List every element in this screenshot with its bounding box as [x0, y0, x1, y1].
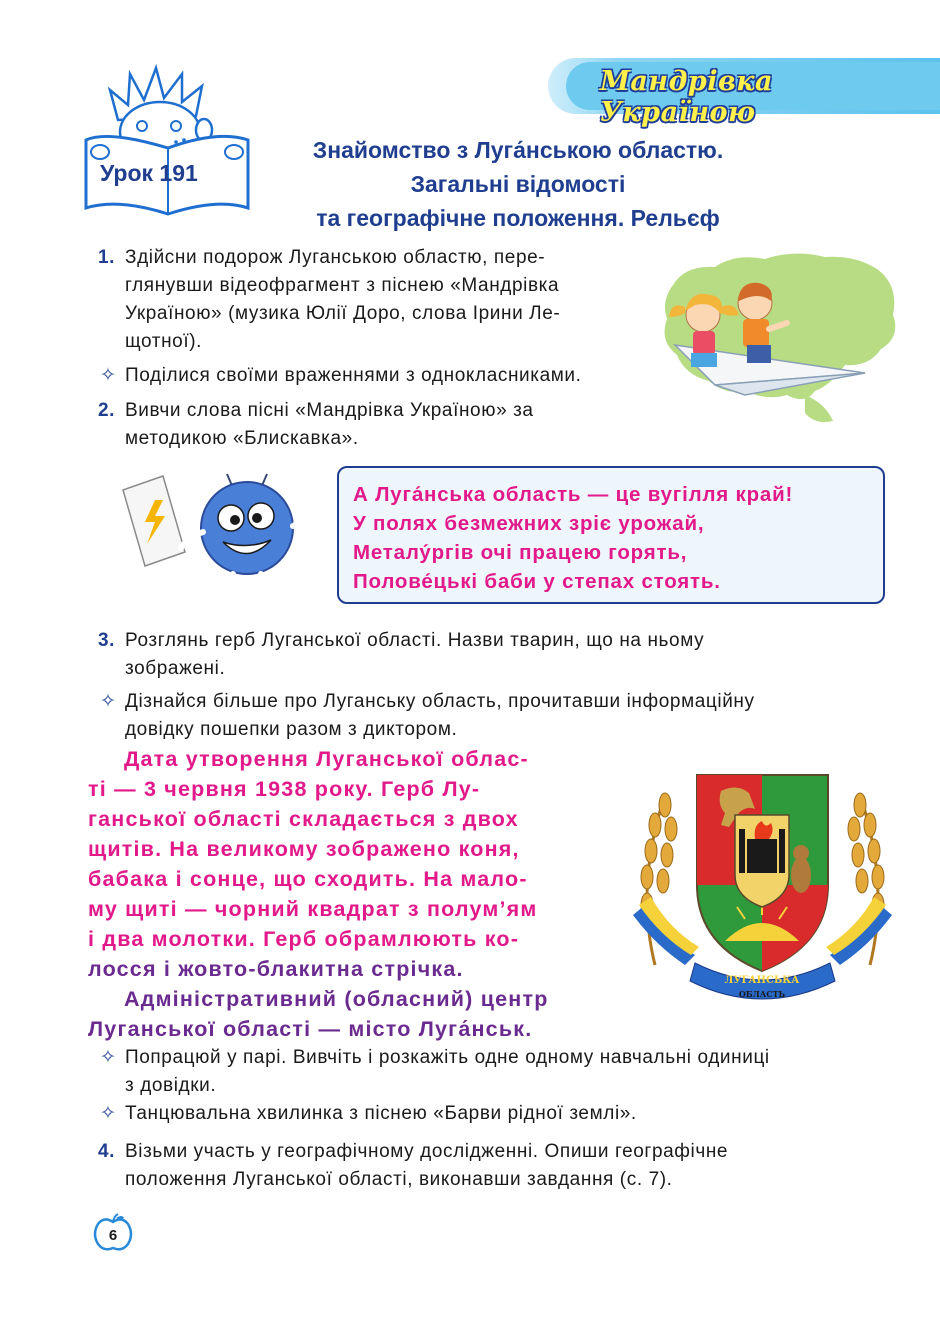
task-4: [98, 1138, 888, 1194]
subtask-learn-more-line: Дізнайся більше про Луганську область, прочитавши інформаційну: [125, 691, 755, 712]
lightning-mascot-illustration: [115, 470, 320, 610]
star-bullet-icon: ✧: [100, 1047, 117, 1068]
subtask-pairs-line: Попрацюй у парі. Вивчіть і розкажіть одне одному навчальні одиниці: [125, 1047, 770, 1068]
info-line: Адміністративний (обласний) центр: [124, 987, 549, 1011]
title-line-1: Знайомство з Луга́нською областю.: [312, 137, 724, 163]
coat-ribbon-text: ЛУГАНСЬКА: [724, 975, 800, 986]
info-line: лосся і жовто-блакитна стрічка.: [88, 957, 464, 981]
info-line: щитів. На великому зображено коня,: [88, 837, 520, 861]
subtask-learn-more-line: довідку пошепки разом з диктором.: [125, 719, 458, 740]
task-1-number: 1.: [98, 247, 116, 268]
subtask-dance-text: Танцювальна хвилинка з піснею «Барви рідної землі».: [125, 1103, 637, 1124]
task-1-line: щотної).: [125, 331, 203, 352]
poem-line: Металу́ргів очі працею горять,: [353, 541, 688, 564]
info-paragraph-1: [88, 744, 608, 984]
task-2-line: методикою «Блискавка».: [125, 428, 359, 449]
info-line: Дата утворення Луганської облас-: [124, 747, 529, 771]
poem-line: Полове́цькі баби у степах стоять.: [353, 570, 721, 593]
info-line: ганської області складається з двох: [88, 807, 519, 831]
task-2: [98, 397, 638, 453]
task-3-line: зображені.: [125, 658, 226, 679]
subtask-share-text: Поділися своїми враженнями з однокласниками.: [125, 365, 582, 386]
info-paragraph-2: [88, 984, 608, 1044]
lesson-number: Урок 191: [100, 160, 198, 186]
star-bullet-icon: ✧: [100, 691, 117, 712]
task-2-number: 2.: [98, 400, 116, 421]
ukraine-map-children-illustration: [655, 245, 905, 435]
poem-line: У полях безмежних зріє урожай,: [353, 512, 705, 535]
page-number-apple-icon: [92, 1212, 134, 1254]
task-1-line: глянувши відеофрагмент з піснею «Мандрівка: [125, 275, 560, 296]
poem-box: [337, 466, 885, 604]
poem-line: А Луга́нська область — це вугілля край!: [353, 483, 794, 506]
task-1: [98, 244, 638, 356]
task-4-line: положення Луганської області, виконавши завдання (с. 7).: [125, 1169, 673, 1190]
subtask-pairs-line: з довідки.: [125, 1075, 217, 1096]
task-3: [98, 627, 888, 683]
task-2-line: Вивчи слова пісні «Мандрівка Україною» за: [125, 400, 534, 421]
info-text: [88, 744, 608, 1044]
info-line: бабака і сонце, що сходить. На мало-: [88, 867, 528, 891]
task-3-line: Розглянь герб Луганської області. Назви тварин, що на ньому: [125, 630, 705, 651]
page-number: 6: [108, 1227, 118, 1244]
subtask-share: [98, 362, 643, 390]
subtask-learn-more: [98, 688, 888, 744]
subtask-dance: [98, 1100, 888, 1128]
luhansk-coat-of-arms-illustration: [625, 765, 900, 1015]
info-line: му щиті — чорний квадрат з полум’ям: [88, 897, 538, 921]
title-line-2: Загальні відомості: [410, 171, 626, 197]
info-line: і два молотки. Герб обрамлюють ко-: [88, 927, 520, 951]
info-line: ті — 3 червня 1938 року. Герб Лу-: [88, 777, 481, 801]
star-bullet-icon: ✧: [100, 365, 117, 386]
title-line-3: та географічне положення. Рельєф: [316, 205, 720, 231]
task-3-number: 3.: [98, 630, 116, 651]
page-title: [268, 133, 768, 235]
task-1-line: Здійсни подорож Луганською областю, пере-: [125, 247, 546, 268]
subtask-pairs: [98, 1044, 888, 1100]
reading-boy-icon: [78, 60, 258, 220]
star-bullet-icon: ✧: [100, 1103, 117, 1124]
series-title: Мандрівка Україною: [600, 66, 773, 128]
task-4-line: Візьми участь у географічному дослідженні. Опиши географічне: [125, 1141, 729, 1162]
coat-ribbon-text: ОБЛАСТЬ: [738, 989, 786, 999]
task-1-line: Україною» (музика Юлії Доро, слова Ірини Ле-: [125, 303, 561, 324]
task-4-number: 4.: [98, 1141, 116, 1162]
info-line: Луганської області — місто Луга́нськ.: [88, 1017, 533, 1041]
